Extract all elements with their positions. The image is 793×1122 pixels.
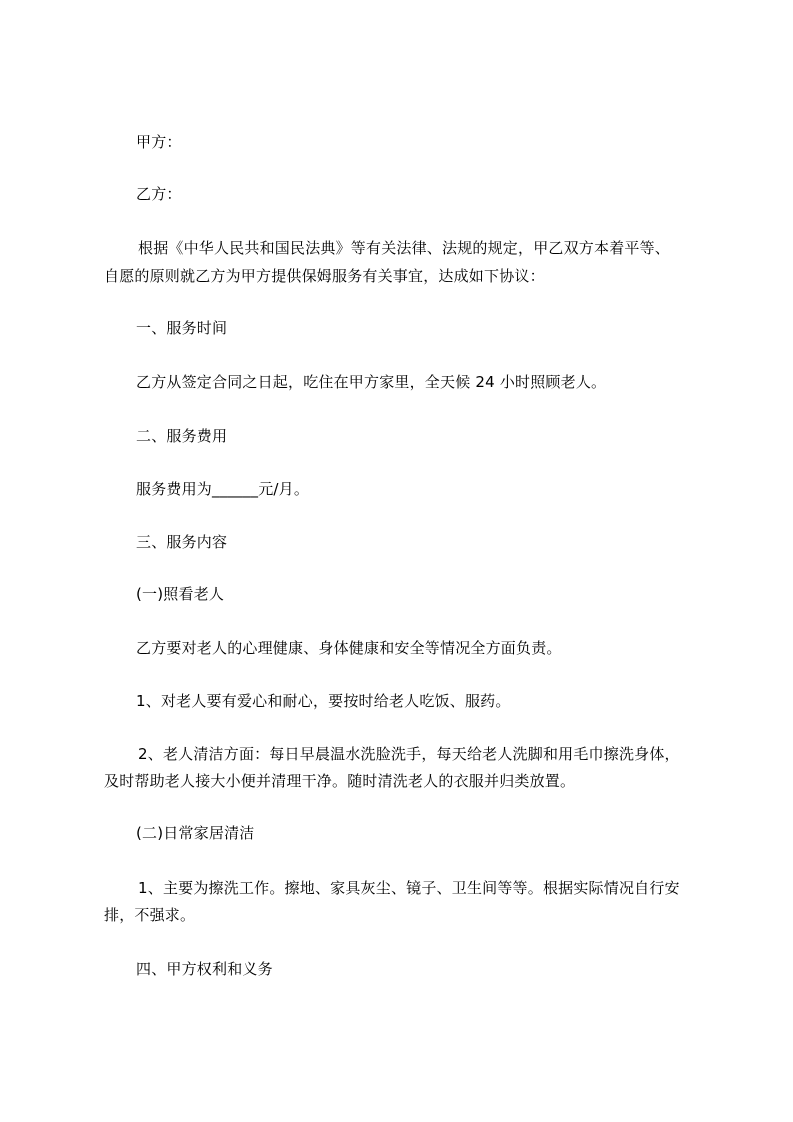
section-1-heading: 一、服务时间 (136, 319, 228, 337)
party-b-label: 乙方： (136, 185, 182, 203)
subsection-1-item-2-line-1: 2、老人清洁方面：每日早晨温水洗脸洗手，每天给老人洗脚和用毛巾擦洗身体， (138, 745, 680, 763)
subsection-2-item-1-line-1: 1、主要为擦洗工作。擦地、家具灰尘、镜子、卫生间等等。根据实际情况自行安 (138, 879, 680, 897)
party-a-label: 甲方： (136, 133, 182, 151)
subsection-2-item-1-line-2: 排，不强求。 (104, 906, 196, 924)
preamble-line-1: 根据《中华人民共和国民法典》等有关法律、法规的规定，甲乙双方本着平等、 (138, 239, 671, 257)
subsection-1-text: 乙方要对老人的心理健康、身体健康和安全等情况全方面负责。 (136, 639, 562, 657)
subsection-1-item-1: 1、对老人要有爱心和耐心，要按时给老人吃饭、服药。 (136, 692, 511, 710)
subsection-1-heading: (一)照看老人 (136, 585, 225, 603)
section-2-heading: 二、服务费用 (136, 427, 228, 445)
section-3-heading: 三、服务内容 (136, 533, 228, 551)
section-2-text: 服务费用为______元/月。 (136, 480, 310, 498)
subsection-2-heading: (二)日常家居清洁 (136, 824, 255, 842)
section-1-text: 乙方从签定合同之日起，吃住在甲方家里，全天候 24 小时照顾老人。 (136, 373, 607, 391)
section-4-heading: 四、甲方权利和义务 (136, 960, 273, 978)
preamble-line-2: 自愿的原则就乙方为甲方提供保姆服务有关事宜，达成如下协议： (104, 267, 545, 285)
subsection-1-item-2-line-2: 及时帮助老人接大小便并清理干净。随时清洗老人的衣服并归类放置。 (104, 772, 576, 790)
